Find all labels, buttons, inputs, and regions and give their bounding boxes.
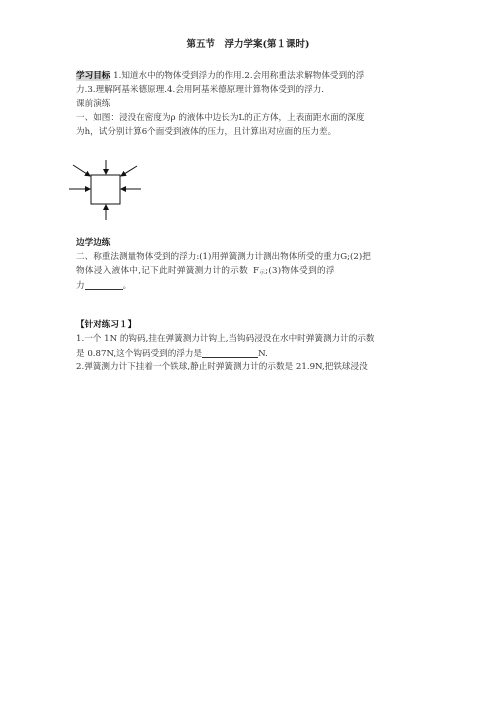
objectives-label: 学习目标 — [76, 71, 111, 81]
question-2-line-2: 物体浸入液体中,记下此时弹簧测力计的示数 F示;(3)物体受到的浮 — [76, 266, 335, 276]
top-left-force-arrow — [73, 165, 90, 176]
top-right-force-arrow — [121, 166, 137, 176]
practice-2-line-1: 2.弹簧测力计下挂着一个铁球,静止时弹簧测力计的示数是 21.9N,把铁球浸没 — [76, 362, 368, 372]
preview-heading: 课前演练 — [76, 99, 111, 109]
answer-blank[interactable] — [202, 347, 258, 358]
practice-1-line-1: 1.一个 1N 的钩码,挂在弹簧测力计钩上,当钩码浸没在水中时弹簧测力计的示数 — [76, 334, 375, 344]
question-2-line-1: 二、称重法测量物体受到的浮力:(1)用弹簧测力计测出物体所受的重力G;(2)把 — [76, 252, 371, 262]
answer-blank[interactable] — [85, 279, 123, 290]
objectives-line-2: 力.3.理解阿基米德原理.4.会用阿基米德原理计算物体受到的浮力. — [76, 85, 325, 95]
question-2-line-3: 力 。 — [76, 281, 132, 291]
study-heading: 边学边练 — [76, 238, 111, 248]
practice-1-line-2: 是 0.87N,这个钩码受到的浮力是 N. — [76, 349, 268, 359]
question-1-line-1: 一、如图：浸没在密度为ρ 的液体中边长为L的正方体，上表面距水面的深度 — [76, 113, 365, 123]
objectives-line-1: 学习目标 1.知道水中的物体受到浮力的作用.2.会用称重法求解物体受到的浮 — [76, 71, 365, 81]
page-title: 第五节 浮力学案(第１课时) — [186, 39, 310, 50]
cube-square — [91, 175, 120, 204]
practice-heading: 【针对练习１】 — [76, 320, 137, 330]
question-1-line-2: 为h，试分别计算6个面受到液体的压力，且计算出对应面的压力差。 — [76, 127, 337, 137]
